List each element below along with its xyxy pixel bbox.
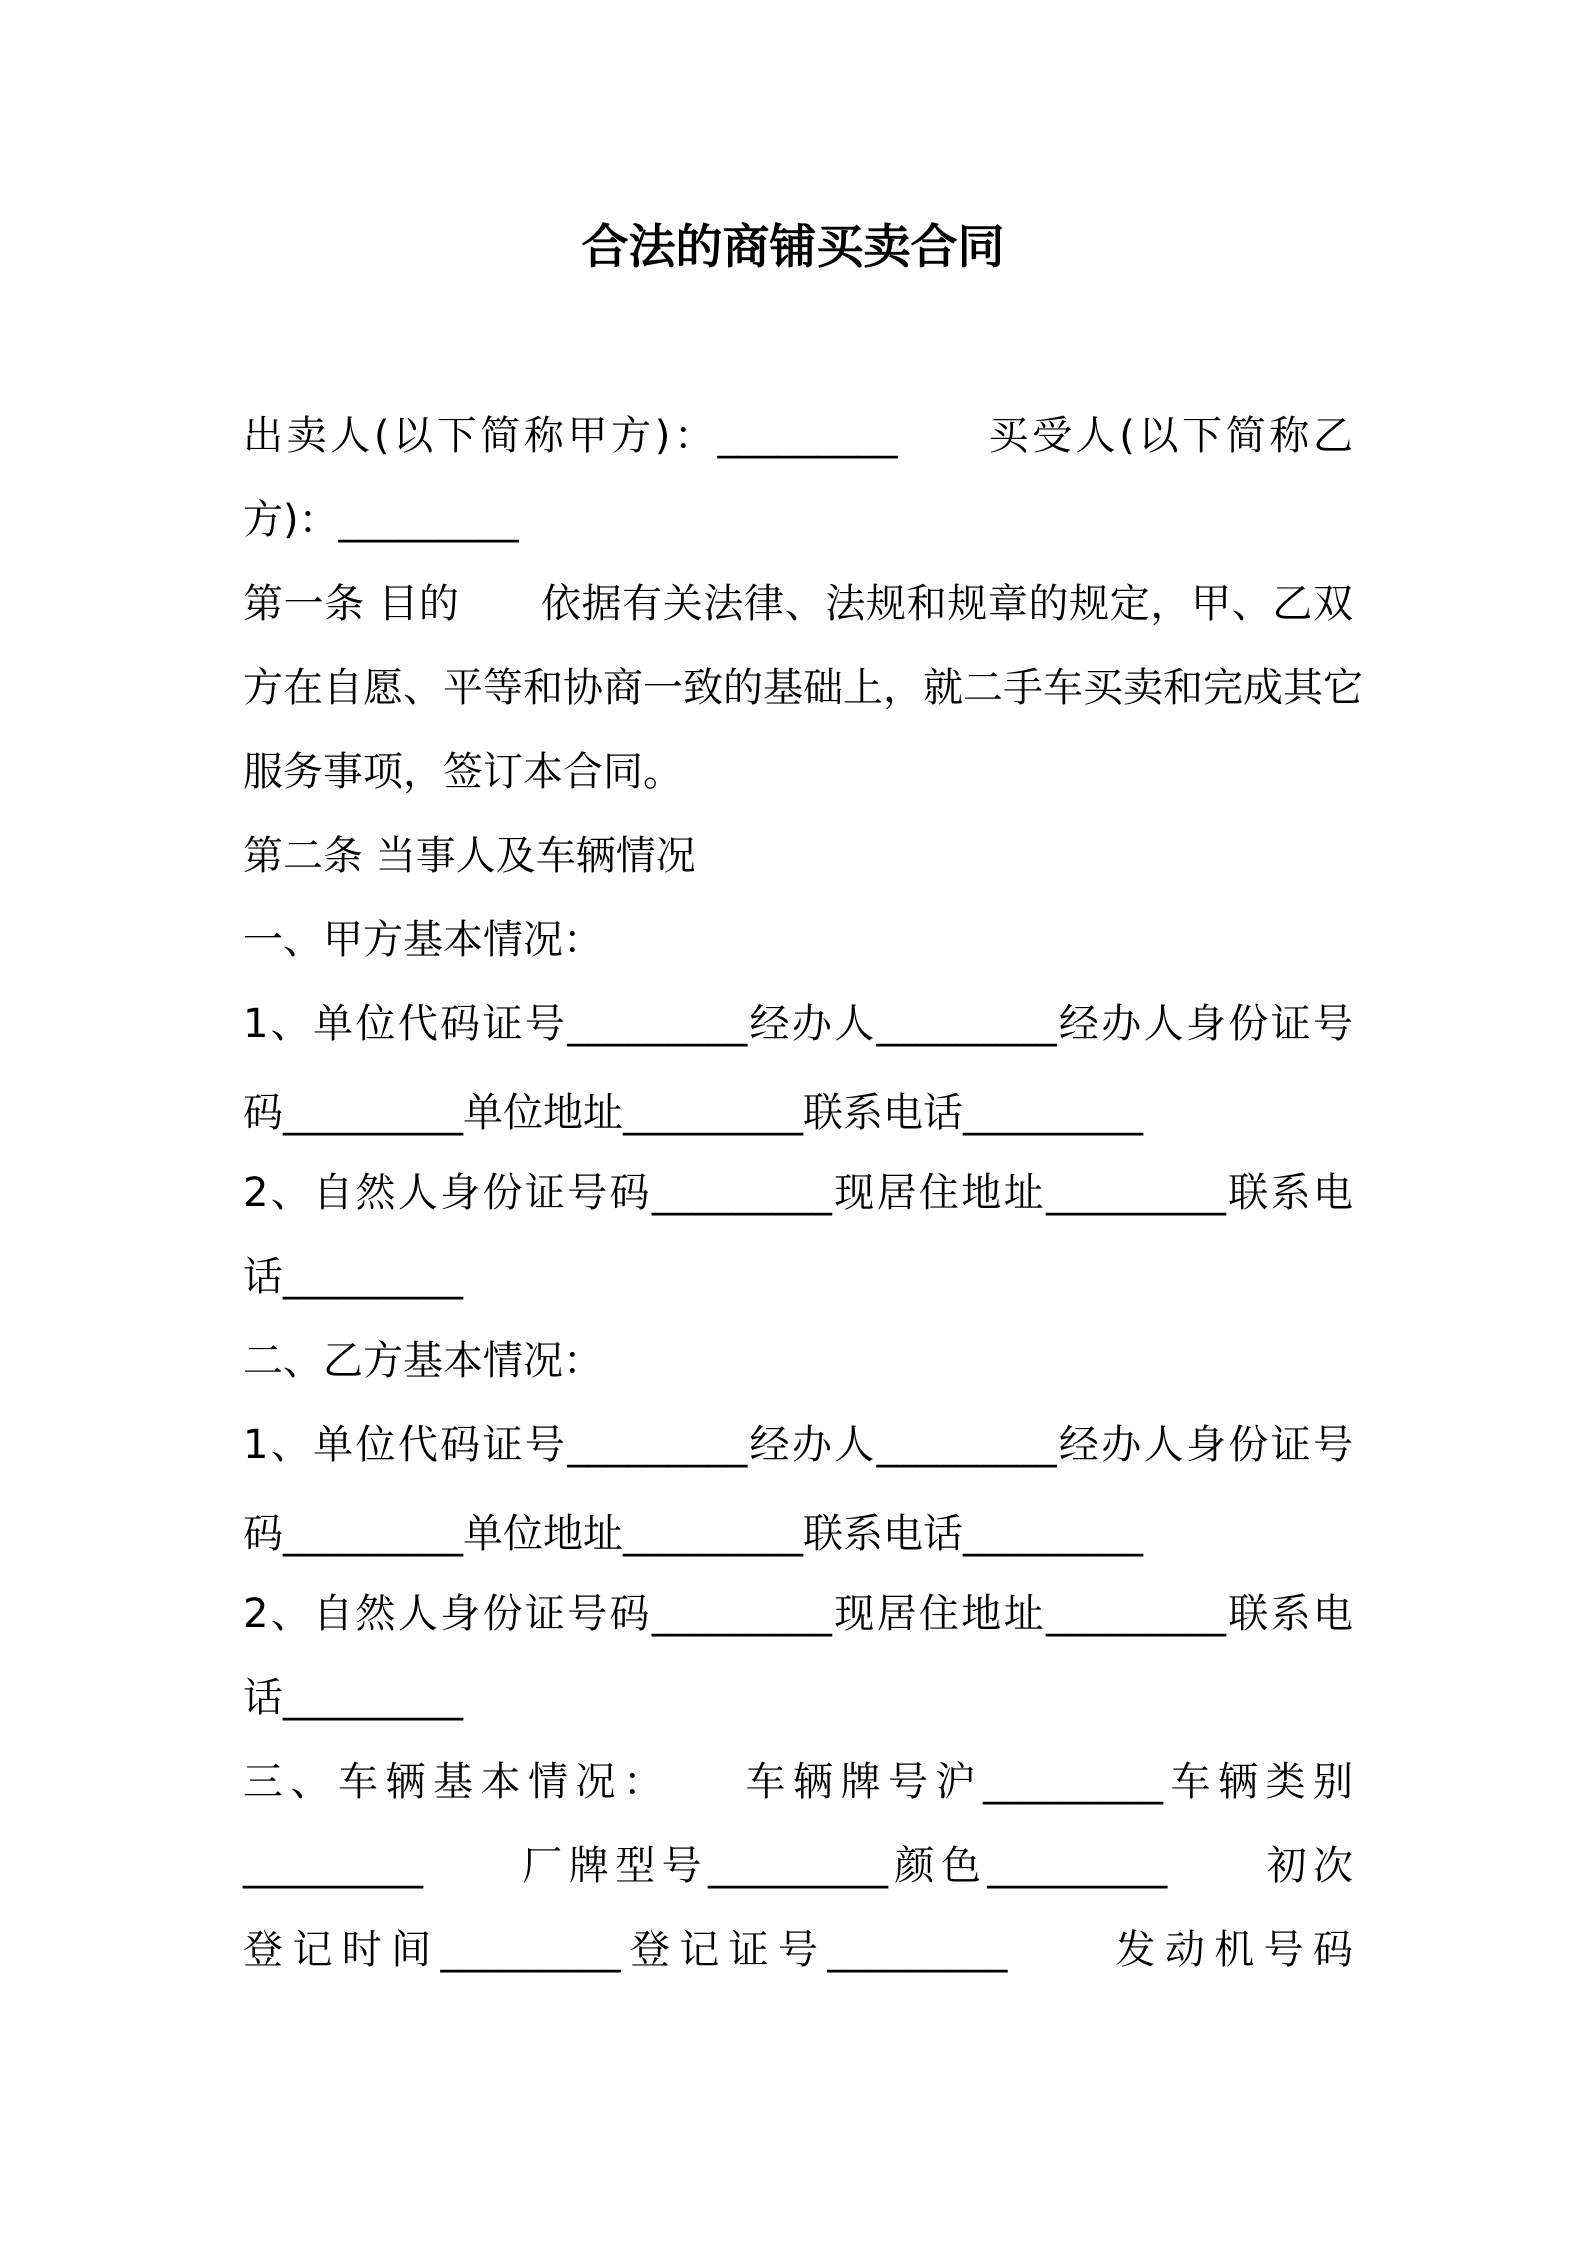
article-one-end-line: 服务事项，签订本合同。: [243, 749, 683, 795]
article-one-line: 第一条 目的 依据有关法律、法规和规章的规定，甲、乙双: [243, 581, 1353, 627]
vehicle-details-line: _________ 厂牌型号_________颜色_________ 初次: [243, 1843, 1353, 1889]
party-b-unit-continued-line: 码_________单位地址_________联系电话_________: [243, 1511, 1143, 1557]
party-a-person-continued-line: 话_________: [243, 1254, 463, 1300]
party-b-heading: 二、乙方基本情况：: [243, 1338, 603, 1384]
party-b-unit-line: 1、单位代码证号_________经办人_________经办人身份证号: [243, 1422, 1353, 1468]
article-one-continued-line: 方在自愿、平等和协商一致的基础上，就二手车买卖和完成其它: [243, 665, 1363, 711]
seller-buyer-line: 出卖人(以下简称甲方)：_________ 买受人(以下简称乙: [243, 413, 1353, 459]
vehicle-heading-line: 三、车辆基本情况： 车辆牌号沪_________车辆类别: [243, 1759, 1353, 1805]
buyer-continued-line: 方)：_________: [243, 497, 519, 543]
vehicle-registration-line: 登记时间_________登记证号_________ 发动机号码: [243, 1927, 1353, 1973]
document-title: 合法的商铺买卖合同: [581, 220, 1005, 275]
party-a-person-line: 2、自然人身份证号码_________现居住地址_________联系电: [243, 1170, 1353, 1216]
party-a-heading: 一、甲方基本情况：: [243, 917, 603, 963]
party-a-unit-line: 1、单位代码证号_________经办人_________经办人身份证号: [243, 1001, 1353, 1047]
party-b-person-line: 2、自然人身份证号码_________现居住地址_________联系电: [243, 1591, 1353, 1637]
party-b-person-continued-line: 话_________: [243, 1675, 463, 1721]
party-a-unit-continued-line: 码_________单位地址_________联系电话_________: [243, 1090, 1143, 1136]
article-two-heading: 第二条 当事人及车辆情况: [243, 833, 696, 879]
